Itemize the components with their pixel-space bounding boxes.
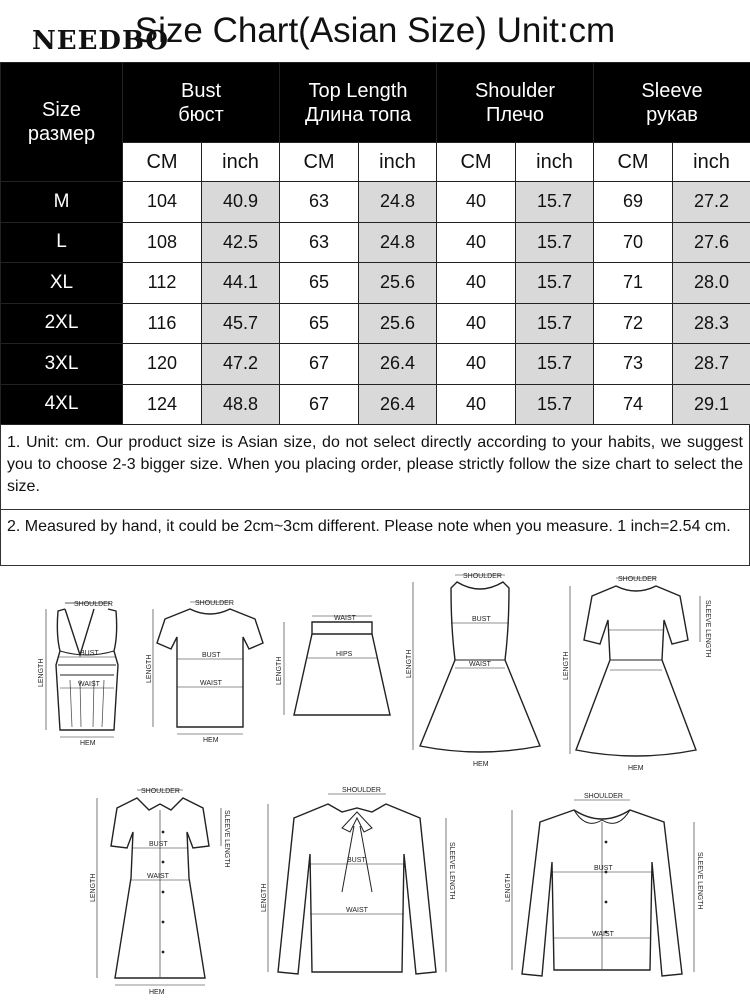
shoulder-label: SHOULDER	[74, 601, 113, 608]
cm-value: 65	[280, 263, 359, 304]
size-label: 4XL	[1, 384, 123, 425]
inch-value: 15.7	[516, 384, 594, 425]
skirt-diagram	[272, 610, 402, 730]
inch-value: 25.6	[359, 303, 437, 344]
sleeve-length-label: SLEEVE LENGTH	[223, 810, 230, 868]
cm-value: 72	[594, 303, 673, 344]
cm-value: 74	[594, 384, 673, 425]
cm-value: 40	[437, 222, 516, 263]
inch-value: 48.8	[202, 384, 280, 425]
cm-value: 40	[437, 182, 516, 223]
length-label: LENGTH	[406, 649, 413, 678]
table-row	[1, 182, 750, 223]
sleeve-header: Sleeve рукав	[594, 63, 750, 143]
length-label: LENGTH	[261, 883, 268, 912]
inch-value: 24.8	[359, 222, 437, 263]
cm-value: 67	[280, 384, 359, 425]
inch-value: 40.9	[202, 182, 280, 223]
waist-label: WAIST	[78, 681, 100, 688]
unit-label: CM	[594, 143, 673, 182]
size-label: 3XL	[1, 344, 123, 385]
cm-value: 69	[594, 182, 673, 223]
shoulder-label: SHOULDER	[195, 600, 234, 607]
waist-label: WAIST	[334, 615, 356, 622]
size-label: M	[1, 182, 123, 223]
tshirt-diagram	[145, 595, 275, 745]
size-label: 2XL	[1, 303, 123, 344]
group-header-row	[1, 63, 750, 143]
cm-value: 108	[123, 222, 202, 263]
bust-label: BUST	[347, 857, 366, 864]
cm-value: 104	[123, 182, 202, 223]
table-row	[1, 222, 750, 263]
inch-value: 28.3	[673, 303, 750, 344]
collared-shirt-diagram	[500, 782, 715, 997]
inch-value: 42.5	[202, 222, 280, 263]
brand-logo: NEEDBO	[32, 26, 170, 56]
cm-value: 40	[437, 344, 516, 385]
sleeved-dress-diagram	[556, 570, 716, 775]
length-label: LENGTH	[90, 873, 97, 902]
cm-value: 40	[437, 303, 516, 344]
size-rows	[1, 182, 750, 425]
shoulder-label: SHOULDER	[463, 573, 502, 580]
unit-label: CM	[280, 143, 359, 182]
cm-value: 116	[123, 303, 202, 344]
cm-value: 73	[594, 344, 673, 385]
table-row	[1, 384, 750, 425]
bust-label: BUST	[80, 650, 99, 657]
size-chart-table	[0, 62, 750, 425]
inch-value: 29.1	[673, 384, 750, 425]
title-bar	[0, 0, 750, 62]
inch-value: 47.2	[202, 344, 280, 385]
cm-value: 63	[280, 182, 359, 223]
waist-label: WAIST	[469, 661, 491, 668]
cm-value: 120	[123, 344, 202, 385]
inch-value: 28.7	[673, 344, 750, 385]
inch-value: 45.7	[202, 303, 280, 344]
unit-label: inch	[673, 143, 750, 182]
inch-value: 26.4	[359, 344, 437, 385]
hips-label: HIPS	[336, 651, 353, 658]
shirt-dress-diagram	[85, 782, 235, 997]
page-title: Size Chart(Asian Size) Unit:cm	[134, 11, 616, 50]
cm-value: 67	[280, 344, 359, 385]
hem-label: HEM	[473, 761, 489, 768]
table-row	[1, 263, 750, 304]
inch-value: 25.6	[359, 263, 437, 304]
waist-label: WAIST	[147, 873, 169, 880]
unit-label: inch	[516, 143, 594, 182]
note-1: 1. Unit: cm. Our product size is Asian size, do not select directly according to your habits, we suggest you to choose 2-3 bigger size. When you placing order, please strictly follow the size chart to select the size.	[0, 424, 750, 510]
inch-value: 24.8	[359, 182, 437, 223]
inch-value: 15.7	[516, 182, 594, 223]
note-2: 2. Measured by hand, it could be 2cm~3cm different. Please note when you measure. 1 inch=2.54 cm.	[0, 510, 750, 566]
length-label: LENGTH	[276, 656, 283, 685]
cm-value: 112	[123, 263, 202, 304]
unit-label: inch	[202, 143, 280, 182]
table-row	[1, 344, 750, 385]
unit-label: CM	[437, 143, 516, 182]
shoulder-label: SHOULDER	[342, 787, 381, 794]
inch-value: 27.2	[673, 182, 750, 223]
size-header: Size размер	[1, 63, 123, 182]
inch-value: 26.4	[359, 384, 437, 425]
sleeve-length-label: SLEEVE LENGTH	[704, 600, 711, 658]
shoulder-label: SHOULDER	[141, 788, 180, 795]
bust-label: BUST	[149, 841, 168, 848]
inch-value: 28.0	[673, 263, 750, 304]
shoulder-label: SHOULDER	[584, 793, 623, 800]
shoulder-header: Shoulder Плечо	[437, 63, 594, 143]
length-label: LENGTH	[38, 658, 45, 687]
bust-label: BUST	[594, 865, 613, 872]
size-label: XL	[1, 263, 123, 304]
unit-label: CM	[123, 143, 202, 182]
length-label: LENGTH	[563, 651, 570, 680]
hem-label: HEM	[203, 737, 219, 744]
table-row	[1, 303, 750, 344]
top-length-header: Top Length Длина топа	[280, 63, 437, 143]
bust-label: BUST	[202, 652, 221, 659]
inch-value: 15.7	[516, 222, 594, 263]
unit-label: inch	[359, 143, 437, 182]
length-label: LENGTH	[505, 873, 512, 902]
inch-value: 15.7	[516, 344, 594, 385]
tank-top-diagram	[30, 595, 145, 745]
inch-value: 15.7	[516, 303, 594, 344]
length-label: LENGTH	[146, 654, 153, 683]
cm-value: 70	[594, 222, 673, 263]
cm-value: 40	[437, 384, 516, 425]
shoulder-label: SHOULDER	[618, 576, 657, 583]
hem-label: HEM	[628, 765, 644, 772]
cm-value: 63	[280, 222, 359, 263]
inch-value: 44.1	[202, 263, 280, 304]
sleeve-length-label: SLEEVE LENGTH	[448, 842, 455, 900]
waist-label: WAIST	[592, 931, 614, 938]
hem-label: HEM	[80, 740, 96, 745]
inch-value: 27.6	[673, 222, 750, 263]
bust-label: BUST	[472, 616, 491, 623]
cm-value: 40	[437, 263, 516, 304]
bust-header: Bust бюст	[123, 63, 280, 143]
sleeveless-dress-diagram	[405, 568, 555, 768]
cm-value: 65	[280, 303, 359, 344]
waist-label: WAIST	[200, 680, 222, 687]
inch-value: 15.7	[516, 263, 594, 304]
hem-label: HEM	[149, 989, 165, 996]
waist-label: WAIST	[346, 907, 368, 914]
cm-value: 71	[594, 263, 673, 304]
sleeve-length-label: SLEEVE LENGTH	[696, 852, 703, 910]
bow-blouse-diagram	[250, 782, 465, 997]
size-label: L	[1, 222, 123, 263]
cm-value: 124	[123, 384, 202, 425]
